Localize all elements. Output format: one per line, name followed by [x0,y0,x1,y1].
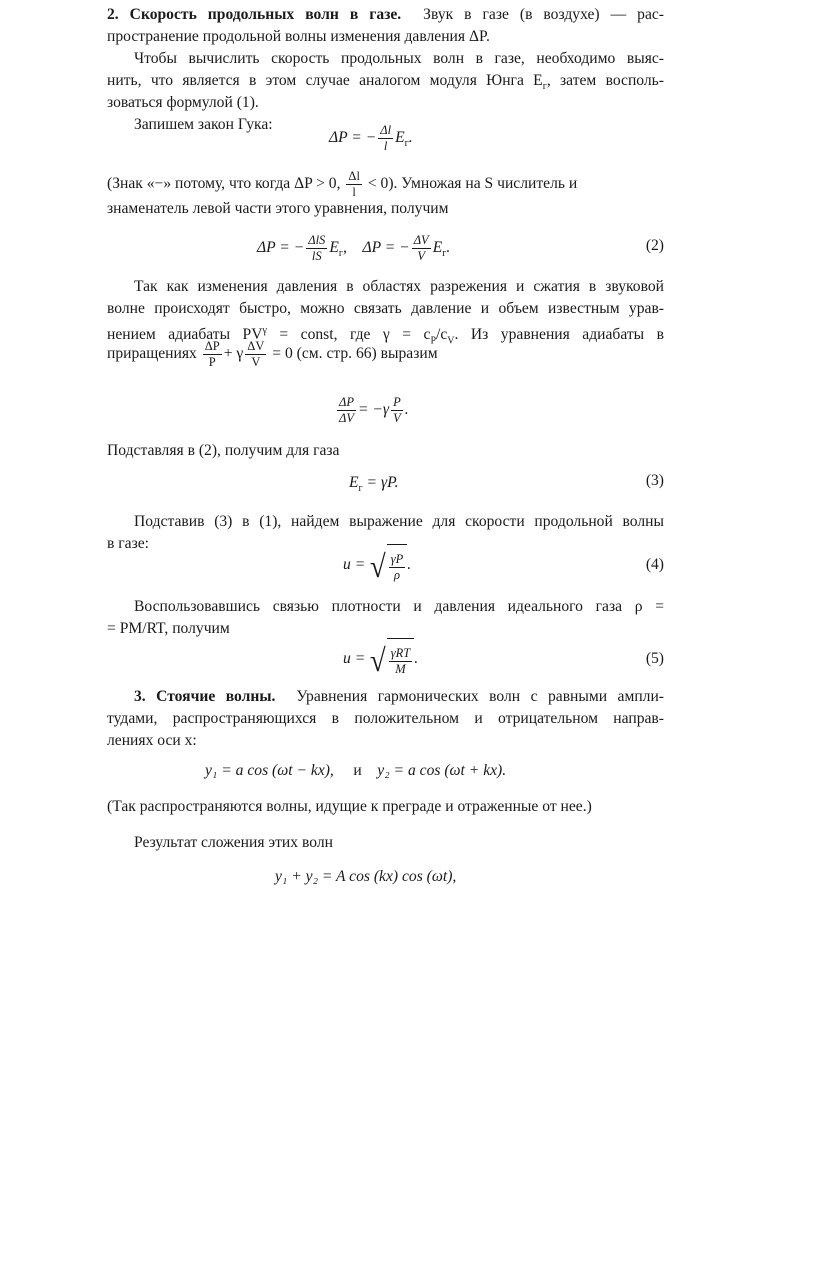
sec2-heading: 2. Скорость продольных волн в газе. [107,6,402,23]
equation-3-number: (3) [645,472,664,489]
sec2-intro-line1: Звук в газе (в воздухе) — рас- [423,6,665,23]
sec2-young-line2: нить, что является в этом случае аналогом модуля Юнга E [107,72,543,89]
sec2-sign-note-line2: знаменатель левой части этого уравнения, получим [107,200,449,217]
equation-sum: y₁ + y₂ = A cos (kx) cos (ωt), [275,868,457,885]
equation-waves: y₁ = a cos (ωt − kx), и y₂ = a cos (ωt + kx). [205,762,507,779]
equation-hooke: ΔP = − $\frac{\Delta l}{l}$ $E_г$. [329,122,413,153]
sec2-substitute-line: Подставляя в (2), получим для газа [107,442,340,459]
equation-adiabat-ratio: $\frac{\Delta P}{\Delta V}$ = −γ $\frac{P}{V}$ . [339,394,409,425]
sec2-ideal-gas-paragraph: Воспользовавшись связью плотности и давления идеального газа ρ = = PM/RT, получим [107,598,664,637]
sec2-young-line3: зоваться формулой (1). [107,94,259,111]
sec2-adiabat-increments: приращениях $\frac{\Delta P}{P}$ + γ $\frac{\Delta V}{V}$ = 0 (см. стр. 66) выразим [107,339,438,369]
equation-4-number: (4) [645,556,664,573]
equation-5: u = √ $\frac{\text{γRT}}{M}$ . [343,638,418,681]
sec3-heading: 3. Стоячие волны. [134,688,276,705]
sec3-intro-paragraph: 3. Стоячие волны. Уравнения гармонических волн с равными ампли- тудами, распространяющихся в положительном и отрицательном направ- лениях оси x: [107,688,664,749]
equation-3: $E_г = \gamma P$. [349,474,399,495]
equation-5-number: (5) [645,650,664,667]
sec2-intro-paragraph [107,4,664,48]
sec2-young-line1: Чтобы вычислить скорость продольных волн в газе, необходимо выяс- [134,50,664,67]
equation-4: u = √ $\frac{\gamma P}{\rho}$ . [343,544,411,587]
sec2-adiabat-paragraph: Так как изменения давления в областях разрежения и сжатия в звуковой волне происходят быстро, можно связать давление и объем известным урав- нением адиабаты $PV^\gamma$ = const, где $\gamma = c_P/c_V$. Из уравнения адиабаты в [107,278,664,347]
sec3-sum-intro: Результат сложения этих волн [134,834,333,851]
sec2-speed-paragraph: Подставив (3) в (1), найдем выражение для скорости продольной волны в газе: [107,513,664,552]
sec2-young-paragraph: Чтобы вычислить скорость продольных волн в газе, необходимо выяс- нить, что является в этом случае аналогом модуля Юнга $E_г$, затем восполь- зоваться формулой (1). [107,48,664,114]
sec2-intro-line2: пространение продольной волны изменения давления ΔP. [107,28,490,45]
equation-2: ΔP = − $\frac{\text{ΔlS}}{lS}$ $E_г$, ΔP = − $\frac{\Delta V}{V}$ $E_г$. [257,232,451,263]
sec2-sign-note: (Знак «−» потому, что когда ΔP > 0, $\frac{\Delta l}{l}$ < 0). Умножая на S числитель и [107,169,578,199]
sec3-reflection-note: (Так распространяются волны, идущие к преграде и отраженные от нее.) [107,798,592,815]
equation-2-number: (2) [645,237,664,254]
sec2-hooke-intro: Запишем закон Гука: [134,116,273,133]
